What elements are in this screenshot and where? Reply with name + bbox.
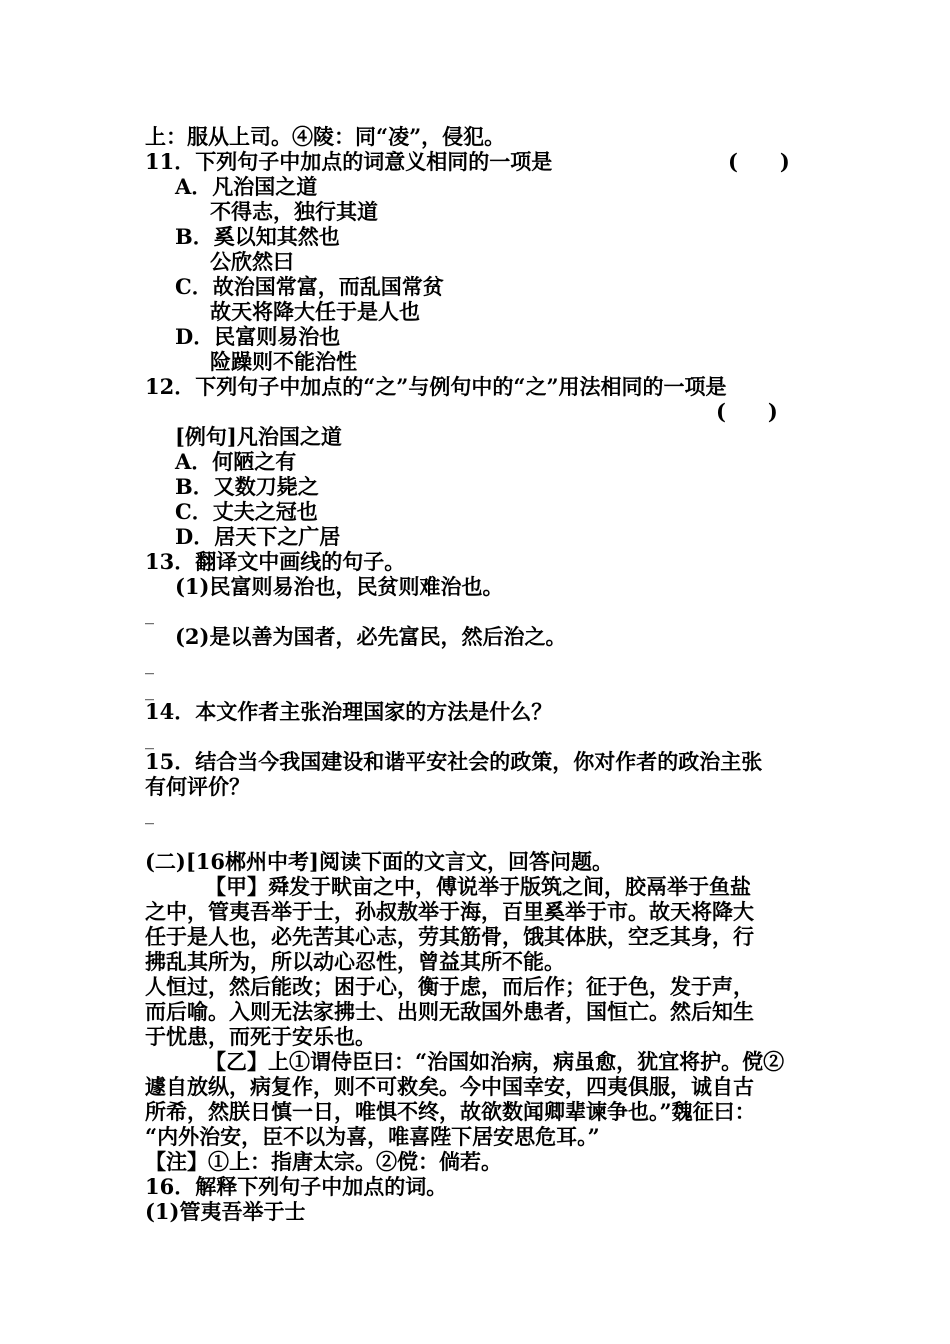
- option-b-11: B．奚以知其然也: [175, 224, 340, 249]
- passage-jia: 【甲】舜发于畎亩之中，傅说举于版筑之间，胶鬲举于鱼盐: [205, 874, 751, 899]
- answer-line: _: [145, 680, 154, 701]
- passage-yi: 所希，然朕日慎一日，唯惧不终，故欲数闻卿辈谏争也。”魏征曰：: [145, 1099, 756, 1124]
- answer-line: _: [145, 804, 154, 825]
- passage-yi: 【乙】上①谓侍臣曰：“治国如治病，病虽愈，犹宜将护。傥②: [205, 1049, 785, 1074]
- passage-jia: 拂乱其所为，所以动心忍性，曾益其所不能。: [145, 949, 565, 974]
- option-b-11-b: 公欣然曰: [210, 249, 294, 274]
- section-heading: (二)[16郴州中考]阅读下面的文言文，回答问题。: [145, 849, 613, 874]
- option-a-11-b: 不得志，独行其道: [210, 199, 378, 224]
- question-12: 12．下列句子中加点的“之”与例句中的“之”用法相同的一项是: [145, 374, 727, 399]
- question-13: 13．翻译文中画线的句子。: [145, 549, 406, 574]
- example-sentence: [例句]凡治国之道: [175, 424, 342, 449]
- answer-line: _: [145, 729, 154, 750]
- option-c-12: C．丈夫之冠也: [175, 499, 318, 524]
- question-14: 14．本文作者主张治理国家的方法是什么？: [145, 699, 553, 724]
- option-b-12: B．又数刀毙之: [175, 474, 319, 499]
- passage-jia: 任于是人也，必先苦其心志，劳其筋骨，饿其体肤，空乏其身，行: [145, 924, 754, 949]
- passage-jia: 之中，管夷吾举于士，孙叔敖举于海，百里奚举于市。故天将降大: [145, 899, 754, 924]
- passage-jia: 而后喻。入则无法家拂士、出则无敌国外患者，国恒亡。然后知生: [145, 999, 754, 1024]
- passage-jia: 于忧患，而死于安乐也。: [145, 1024, 376, 1049]
- annotation-note: 【注】①上：指唐太宗。②傥：倘若。: [145, 1149, 502, 1174]
- option-a-11: A．凡治国之道: [175, 174, 318, 199]
- passage-jia: 人恒过，然后能改；困于心，衡于虑，而后作；征于色，发于声，: [145, 974, 754, 999]
- question-16-part-1: (1)管夷吾举于士: [145, 1199, 306, 1224]
- answer-blank-12: ( ): [716, 399, 778, 424]
- passage-yi: 遽自放纵，病复作，则不可救矣。今中国幸安，四夷俱服，诚自古: [145, 1074, 754, 1099]
- answer-line: _: [145, 654, 154, 675]
- option-c-11: C．故治国常富，而乱国常贫: [175, 274, 444, 299]
- question-15: 15．结合当今我国建设和谐平安社会的政策，你对作者的政治主张: [145, 749, 763, 774]
- option-d-11-b: 险躁则不能治性: [210, 349, 357, 374]
- option-d-12: D．居天下之广居: [175, 524, 341, 549]
- option-d-11: D．民富则易治也: [175, 324, 341, 349]
- question-16: 16．解释下列句子中加点的词。: [145, 1174, 448, 1199]
- option-c-11-b: 故天将降大任于是人也: [210, 299, 420, 324]
- note-line: 上：服从上司。④陵：同“凌”，侵犯。: [145, 124, 506, 149]
- question-11: 11．下列句子中加点的词意义相同的一项是: [145, 149, 553, 174]
- answer-blank-11: ( ): [728, 149, 790, 174]
- question-15-cont: 有何评价？: [145, 774, 250, 799]
- question-13-part-2: (2)是以善为国者，必先富民，然后治之。: [175, 624, 567, 649]
- passage-yi: “内外治安，臣不以为喜，唯喜陛下居安思危耳。”: [145, 1124, 600, 1149]
- question-13-part-1: (1)民富则易治也，民贫则难治也。: [175, 574, 504, 599]
- option-a-12: A．何陋之有: [175, 449, 297, 474]
- answer-line: _: [145, 604, 154, 625]
